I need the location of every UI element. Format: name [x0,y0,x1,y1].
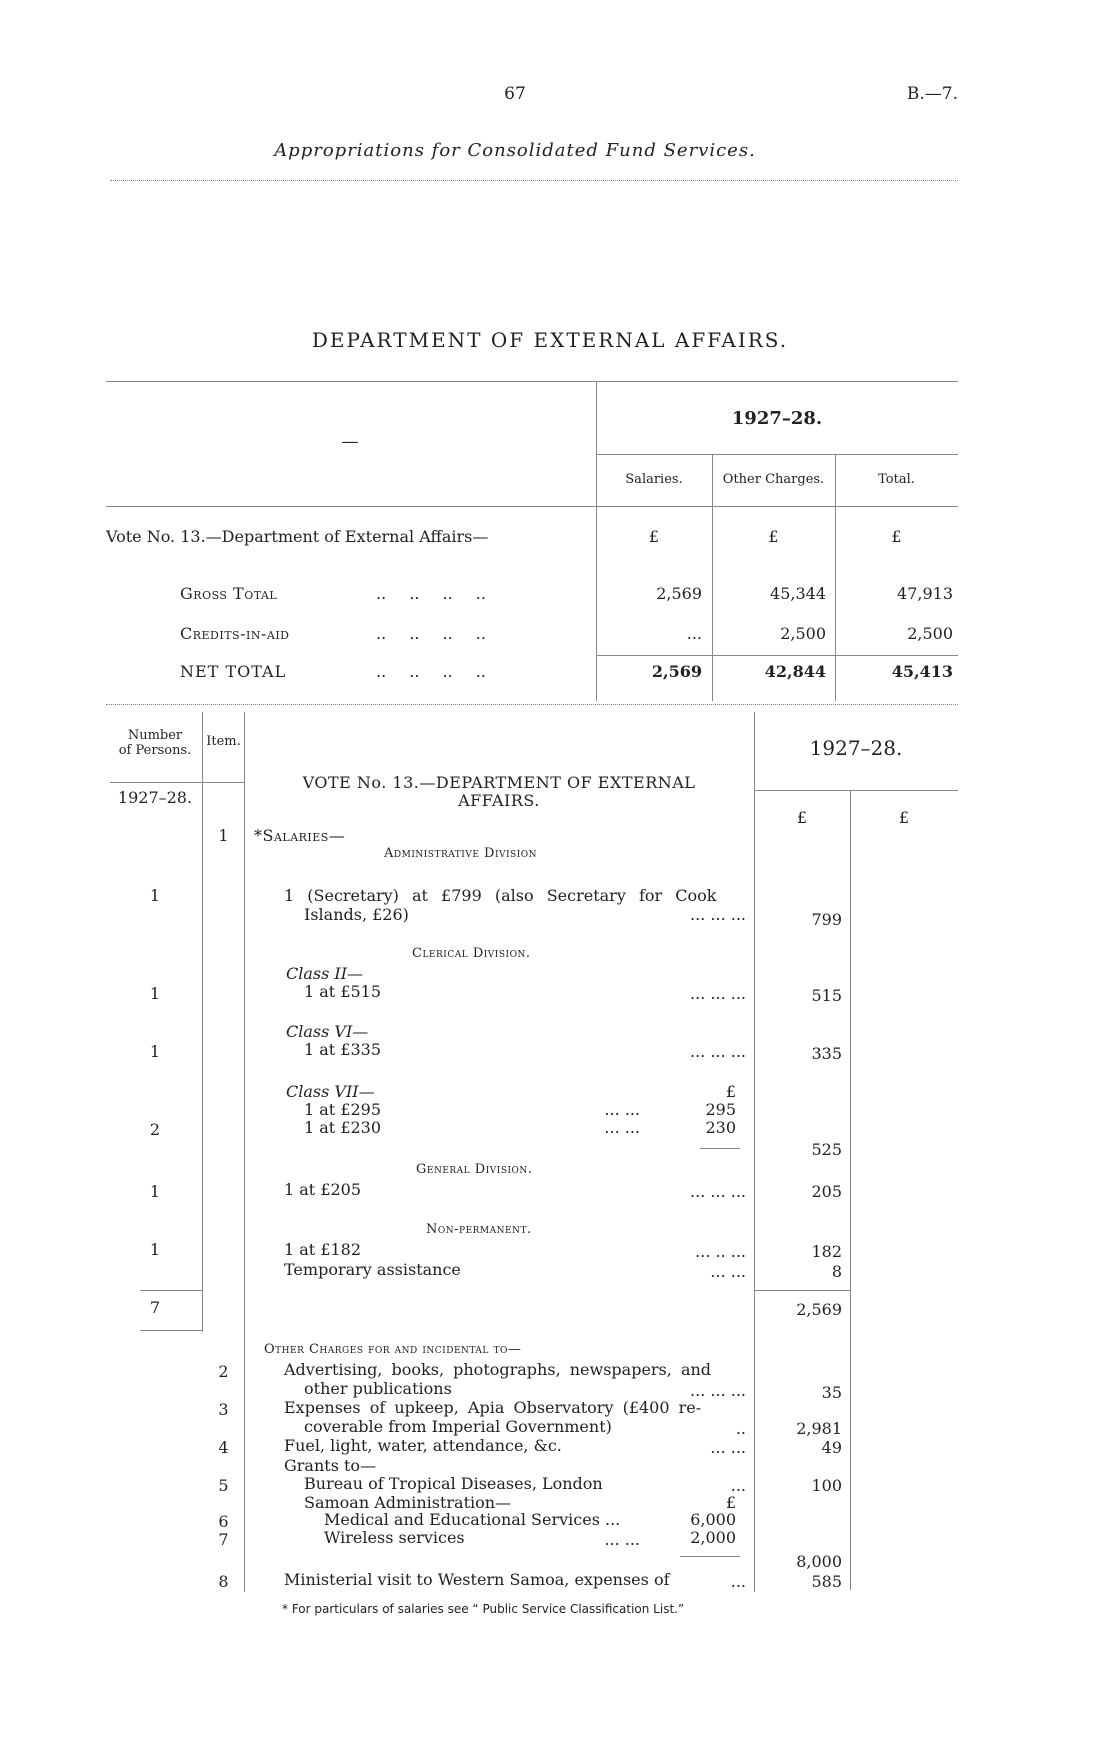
persons-count: 1 [149,1042,161,1061]
detail-year-rule [754,790,958,791]
charge-line-cont: other publications [304,1379,452,1398]
summary-bottom-rule [106,704,958,705]
leader-dots: ... .. ... [695,1242,746,1261]
sub-currency: £ [725,1082,736,1101]
sub-amount: 2,000 [690,1528,736,1547]
amount: 799 [811,910,842,929]
charge-line: Expenses of upkeep, Apia Observatory (£400 re- [284,1398,702,1417]
amount: 182 [811,1242,842,1261]
general-line: 1 at £205 [284,1180,362,1199]
amount: 515 [811,986,842,1005]
footnote: * For particulars of salaries see “ Public Service Classification List.” [282,1602,685,1616]
amount: 335 [811,1044,842,1063]
summary-row-salaries: ... [686,624,702,643]
item-number: 6 [218,1512,229,1531]
col-header-salaries: Salaries. [625,472,683,487]
charge-line: Wireless services [324,1528,465,1547]
secretary-line-cont: Islands, £26) [304,905,409,924]
summary-row-label: NET TOTAL [180,662,287,681]
grants-heading: Grants to— [284,1456,377,1475]
persons-count: 2 [149,1120,161,1139]
leader-dots: ... ... [604,1100,640,1119]
class-line: 1 at £335 [304,1040,382,1059]
vote-label: Vote No. 13.—Department of External Affairs— [106,527,489,546]
item-number: 8 [218,1572,229,1591]
class-heading: Class II— [286,964,364,983]
leader-dots: ... ... ... [690,1381,746,1400]
salaries-total-rule [754,1290,850,1291]
leader-dots: .. [735,1419,746,1438]
class-heading: Class VII— [286,1082,375,1101]
charge-line: Samoan Administration— [304,1493,512,1512]
persons-total-rule-bottom [140,1330,202,1331]
summary-row-dots: .. .. .. .. [376,662,486,681]
detail-currency-2: £ [898,808,910,827]
summary-row-other: 45,344 [770,584,826,603]
page-number: 67 [504,84,526,104]
detail-year: 1927–28. [809,736,903,760]
class-line: 1 at £295 [304,1100,382,1119]
clerical-division-heading: Clerical Division. [412,946,531,961]
charge-line: Medical and Educational Services ... [324,1510,621,1529]
sub-amount: 6,000 [690,1510,736,1529]
amount: 205 [811,1182,842,1201]
leader-dots: ... ... [710,1262,746,1281]
detail-currency-1: £ [796,808,808,827]
charge-line-cont: coverable from Imperial Government) [304,1417,612,1436]
persons-count: 1 [149,1182,161,1201]
item-number: 1 [218,826,229,845]
persons-total: 7 [149,1298,161,1317]
summary-year: 1927–28. [731,408,823,429]
non-permanent-heading: Non-permanent. [426,1222,532,1237]
summary-row-salaries: 2,569 [656,584,702,603]
summary-top-rule [106,381,958,382]
summary-row-other: 2,500 [780,624,826,643]
class-line: 1 at £230 [304,1118,382,1137]
summary-row-total: 45,413 [891,662,953,681]
secretary-line: 1 (Secretary) at £799 (also Secretary for Cook [284,886,717,905]
persons-count: 1 [149,886,161,905]
sub-currency: £ [725,1493,736,1512]
charge-line: Advertising, books, photographs, newspapers, and [284,1360,712,1379]
summary-row-label: Gross Total [180,584,278,603]
charge-line: Ministerial visit to Western Samoa, expenses of [284,1570,670,1589]
non-permanent-line: 1 at £182 [284,1240,362,1259]
col-header-other-charges: Other Charges. [722,472,825,487]
other-charges-heading: Other Charges for and incidental to— [264,1342,522,1357]
item-divider [244,712,245,1592]
leader-dots: ... ... [604,1118,640,1137]
charge-line: Bureau of Tropical Diseases, London [304,1474,603,1493]
leader-dots: ... ... [604,1530,640,1549]
sub-total-rule [700,1148,740,1149]
summary-row-dots: .. .. .. .. [376,584,486,603]
item-number: 2 [218,1362,229,1381]
running-title: Appropriations for Consolidated Fund Services. [274,140,756,161]
summary-total-rule [596,655,958,656]
sub-amount: 230 [705,1118,736,1137]
leader-dots: ... ... ... [690,984,746,1003]
amount: 2,981 [796,1419,842,1438]
amount: 100 [811,1476,842,1495]
general-division-heading: General Division. [416,1162,533,1177]
col-header-total: Total. [878,472,915,487]
persons-count: 1 [149,1240,161,1259]
currency-salaries: £ [648,527,660,546]
persons-divider [202,712,203,1332]
amount-col-divider [850,790,851,1590]
summary-row-total: 2,500 [907,624,953,643]
leader-dots: ... ... ... [690,1042,746,1061]
summary-dash: — [341,432,359,452]
persons-year: 1927–28. [117,788,193,807]
persons-count: 1 [149,984,161,1003]
amount: 8,000 [796,1552,842,1571]
amount: 585 [811,1572,842,1591]
currency-total: £ [891,527,902,546]
persons-header-rule [110,782,244,783]
item-number: 7 [218,1530,229,1549]
leader-dots: ... ... [710,1438,746,1457]
summary-row-other: 42,844 [764,662,826,681]
summary-row-total: 47,913 [897,584,953,603]
col-header-persons: Number of Persons. [118,728,192,758]
class-line: 1 at £515 [304,982,382,1001]
summary-row-label: Credits-in-aid [180,624,290,643]
summary-header-rule [106,506,958,507]
salaries-heading: *Salaries— [254,826,346,845]
currency-other: £ [768,527,779,546]
amount: 35 [821,1383,842,1402]
persons-total-rule [140,1290,202,1291]
item-number: 3 [218,1400,229,1419]
page-reference: B.—7. [906,84,958,104]
amount: 49 [821,1438,842,1457]
amount: 525 [811,1140,842,1159]
leader-dots: ... [730,1476,746,1495]
sub-amount: 295 [705,1100,736,1119]
summary-row-salaries: 2,569 [651,662,702,681]
non-permanent-line: Temporary assistance [284,1260,461,1279]
detail-vote-title: VOTE No. 13.—DEPARTMENT OF EXTERNAL AFFAIRS. [302,773,696,810]
administrative-division-heading: Administrative Division [384,846,538,861]
leader-dots: ... ... ... [690,1182,746,1201]
item-number: 4 [218,1438,229,1457]
department-title: DEPARTMENT OF EXTERNAL AFFAIRS. [311,328,789,352]
sub-total-rule [680,1556,740,1557]
charge-line: Fuel, light, water, attendance, &c. [284,1436,562,1455]
col-header-item: Item. [206,734,241,749]
class-heading: Class VI— [286,1022,369,1041]
amount: 8 [831,1262,842,1281]
summary-row-dots: .. .. .. .. [376,624,486,643]
summary-year-rule [596,454,958,455]
item-number: 5 [218,1476,229,1495]
leader-dots: ... [730,1572,746,1591]
leader-dots: ... ... ... [690,905,746,924]
header-rule [110,180,958,181]
salaries-total: 2,569 [796,1300,842,1319]
